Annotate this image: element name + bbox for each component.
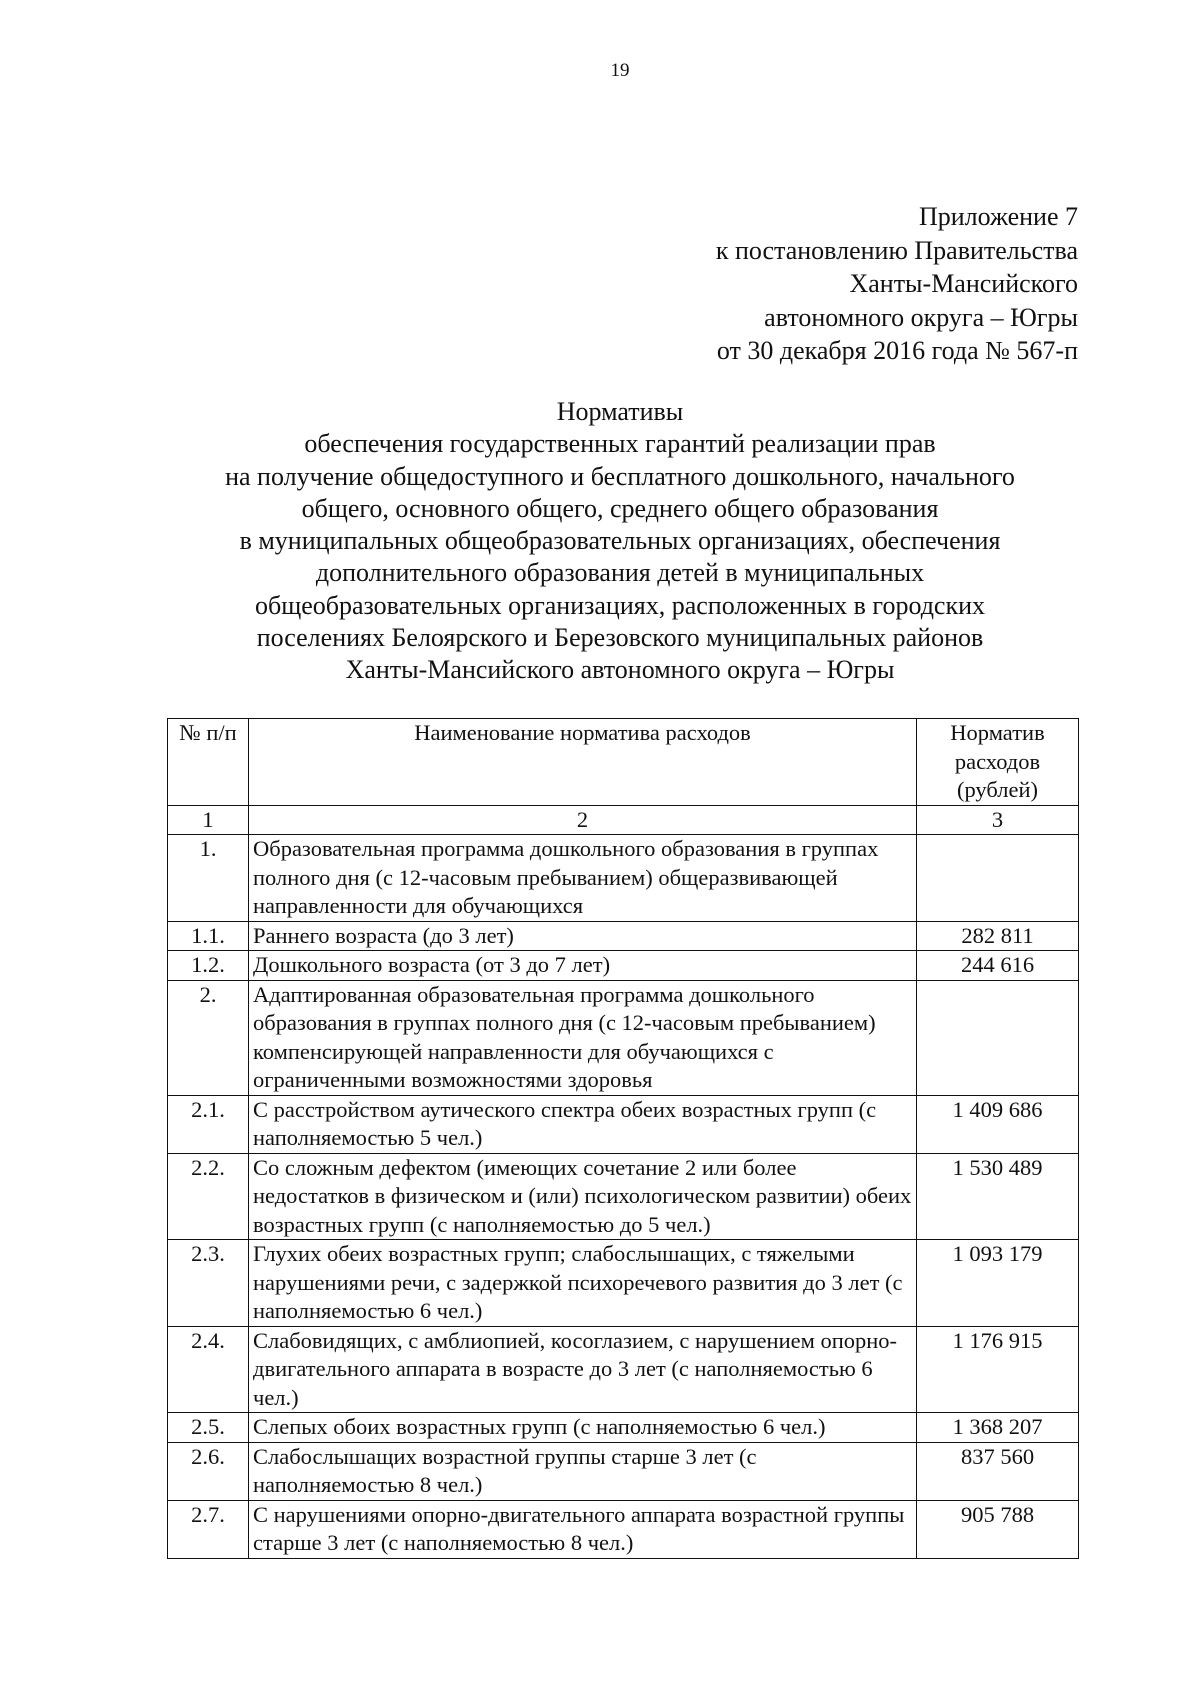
row-value: 244 616: [917, 951, 1079, 981]
row-name: С расстройством аутического спектра обеих возрастных групп (с наполняемостью 5 чел.): [249, 1095, 917, 1153]
table-row: [168, 1500, 1079, 1558]
appendix-line: от 30 декабря 2016 года № 567-п: [716, 336, 1078, 365]
row-value: 282 811: [917, 921, 1079, 951]
title-line: обеспечения государственных гарантий реализации прав: [304, 429, 936, 459]
table-row: [168, 1095, 1079, 1153]
document-title: [100, 396, 1140, 687]
row-num: 1.: [168, 835, 249, 922]
row-name: Со сложным дефектом (имеющих сочетание 2 или более недостатков в физическом и (или) психологическом развитии) обеих возрастных групп (с наполняемостью до 5 чел.): [249, 1153, 917, 1240]
appendix-line: автономного округа – Югры: [764, 302, 1078, 332]
row-num: 2.2.: [168, 1153, 249, 1240]
header-name: Наименование норматива расходов: [249, 719, 917, 806]
table-row: [168, 835, 1079, 922]
title-line: Ханты-Мансийского автономного округа – Югры: [345, 655, 895, 685]
row-name: Раннего возраста (до 3 лет): [249, 921, 917, 951]
row-value: 837 560: [917, 1442, 1079, 1500]
norms-table: [167, 718, 1079, 1559]
table-row: [168, 921, 1079, 951]
row-num: 2.1.: [168, 1095, 249, 1153]
appendix-line: Ханты-Мансийского: [849, 269, 1078, 298]
row-num: 2.3.: [168, 1240, 249, 1327]
row-num: 2.4.: [168, 1326, 249, 1413]
table-row: [168, 980, 1079, 1095]
page-number: 19: [610, 60, 630, 81]
table-row: [168, 1326, 1079, 1413]
table-header-row: [168, 719, 1079, 806]
row-value: [917, 835, 1079, 922]
row-value: 1 530 489: [917, 1153, 1079, 1240]
row-value: 1 368 207: [917, 1413, 1079, 1443]
column-number: 3: [917, 805, 1079, 835]
row-num: 2.5.: [168, 1413, 249, 1443]
row-name: Слепых обоих возрастных групп (с наполняемостью 6 чел.): [249, 1413, 917, 1443]
title-line: общего, основного общего, среднего общего образования: [301, 493, 939, 523]
row-num: 1.1.: [168, 921, 249, 951]
row-value: 1 093 179: [917, 1240, 1079, 1327]
title-line: поселениях Белоярского и Березовского муниципальных районов: [256, 623, 984, 653]
header-num: № п/п: [168, 719, 249, 806]
row-name: Образовательная программа дошкольного образования в группах полного дня (с 12-часовым пребыванием) общеразвивающей направленности для обучающихся: [249, 835, 917, 922]
header-value: Норматив расходов (рублей): [917, 719, 1079, 806]
title-line: общеобразовательных организациях, расположенных в городских: [254, 590, 986, 620]
table-row: [168, 1413, 1079, 1443]
row-name: Глухих обеих возрастных групп; слабослышащих, с тяжелыми нарушениями речи, с задержкой психоречевого развития до 3 лет (с наполняемостью 6 чел.): [249, 1240, 917, 1327]
column-number-row: [168, 805, 1079, 835]
row-value: 1 176 915: [917, 1326, 1079, 1413]
title-line: дополнительного образования детей в муниципальных: [315, 558, 925, 588]
row-num: 2.: [168, 980, 249, 1095]
row-name: С нарушениями опорно-двигательного аппарата возрастной группы старше 3 лет (с наполняемостью 8 чел.): [249, 1500, 917, 1558]
title-line: на получение общедоступного и бесплатного дошкольного, начального: [225, 461, 1015, 491]
row-name: Слабовидящих, с амблиопией, косоглазием, с нарушением опорно-двигательного аппарата в возрасте до 3 лет (с наполняемостью 6 чел.): [249, 1326, 917, 1413]
appendix-line: к постановлению Правительства: [715, 235, 1078, 265]
appendix-line: Приложение 7: [918, 202, 1078, 231]
row-value: 1 409 686: [917, 1095, 1079, 1153]
table-row: [168, 951, 1079, 981]
row-name: Дошкольного возраста (от 3 до 7 лет): [249, 951, 917, 981]
row-value: 905 788: [917, 1500, 1079, 1558]
row-name: Адаптированная образовательная программа дошкольного образования в группах полного дня (с 12-часовым пребыванием) компенсирующей направленности для обучающихся с ограниченными возможностями здоровья: [249, 980, 917, 1095]
title-line: Нормативы: [556, 397, 684, 426]
row-num: 2.6.: [168, 1442, 249, 1500]
column-number: 2: [249, 805, 917, 835]
title-line: в муниципальных общеобразовательных организациях, обеспечения: [239, 526, 1001, 556]
row-name: Слабослышащих возрастной группы старше 3 лет (с наполняемостью 8 чел.): [249, 1442, 917, 1500]
column-number: 1: [168, 805, 249, 835]
table-row: [168, 1240, 1079, 1327]
row-num: 2.7.: [168, 1500, 249, 1558]
row-num: 1.2.: [168, 951, 249, 981]
row-value: [917, 980, 1079, 1095]
appendix-reference: [716, 200, 1078, 368]
table-row: [168, 1442, 1079, 1500]
table-row: [168, 1153, 1079, 1240]
